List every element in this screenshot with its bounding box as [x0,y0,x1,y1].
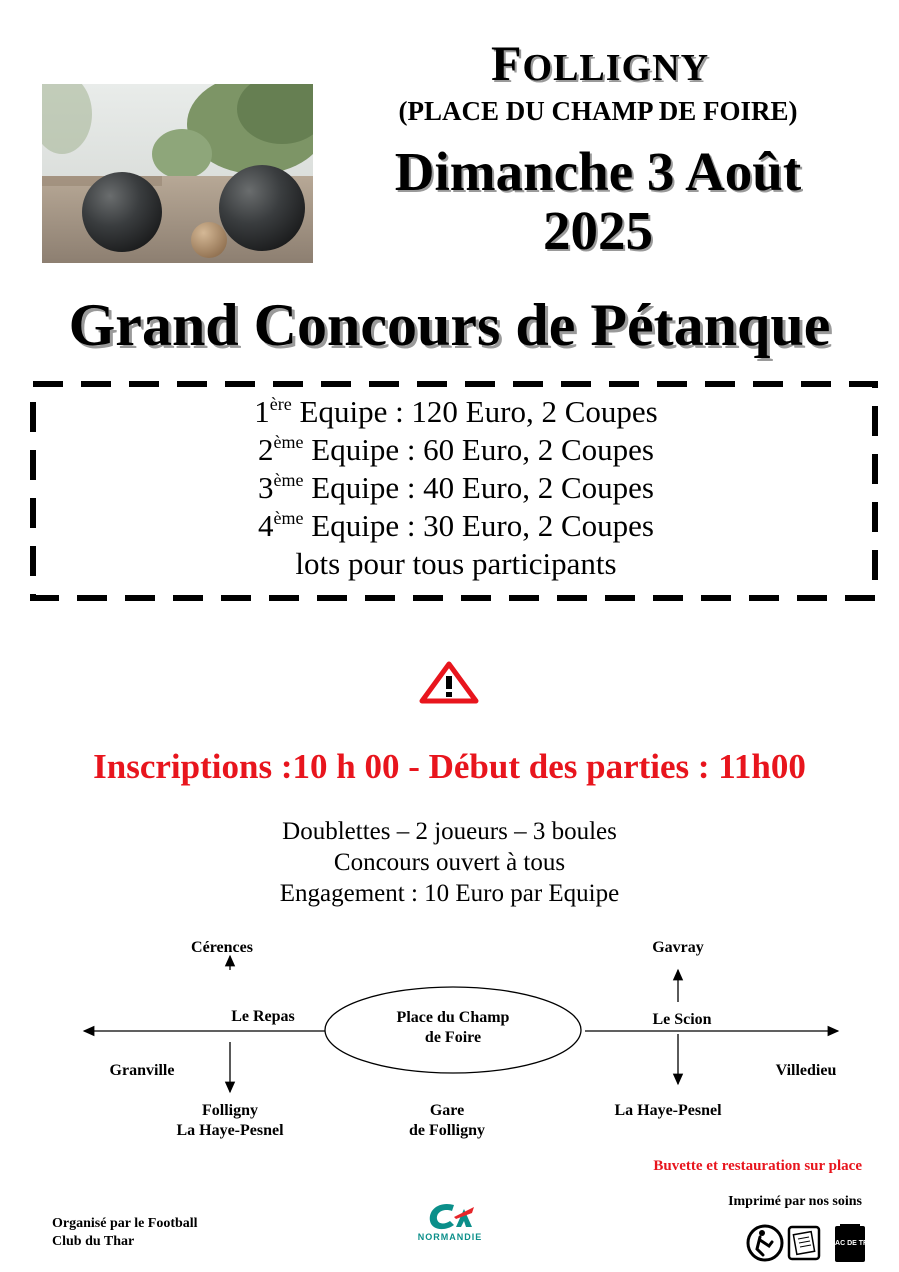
recycling-icons [745,1222,870,1264]
petanque-photo [42,84,313,263]
label-gavray: Gavray [652,939,704,956]
prize-footer: lots pour tous participants [295,546,617,581]
event-title: Grand Concours de Pétanque [68,292,831,358]
rule-line: Concours ouvert à tous [333,849,566,876]
date-line-1: Dimanche 3 Août [394,141,802,202]
prize-row: 4ème Equipe : 30 Euro, 2 Coupes [258,508,654,543]
town-name [370,35,830,91]
label-le-scion: Le Scion [632,1010,732,1030]
rules-block [0,816,899,909]
prize-row: 1ère Equipe : 120 Euro, 2 Coupes [254,394,658,429]
label-villedieu: Villedieu [775,1062,837,1079]
schedule-text: Inscriptions :10 h 00 - Début des parties : 11h00 [93,747,806,786]
label-folligny: Folligny La Haye-Pesnel [176,1102,284,1139]
rule-line: Engagement : 10 Euro par Equipe [279,880,620,907]
recycle-person-icon [748,1226,782,1260]
label-la-haye-pesnel: La Haye-Pesnel [614,1102,722,1119]
buvette-note: Buvette et restauration sur place [653,1158,862,1174]
town-initial: F [490,35,523,91]
prize-row: 3ème Equipe : 40 Euro, 2 Coupes [258,470,654,505]
label-le-repas: Le Repas [231,1008,295,1025]
date-line-2: 2025 [543,200,653,262]
label-granville: Granville [109,1062,175,1079]
town-rest: OLLIGNY [522,47,710,89]
prize-row: 2ème Equipe : 60 Euro, 2 Coupes [258,432,654,467]
bin-label: BAC DE TRI [829,1240,870,1247]
sponsor-name: NORMANDIE [417,1232,483,1242]
warning-icon [418,660,480,705]
printed-note: Imprimé par nos soins [728,1194,862,1209]
label-cerences: Cérences [191,939,253,956]
prize-list [30,393,882,583]
event-date [370,142,826,261]
rule-line: Doublettes – 2 joueurs – 3 boules [282,818,617,845]
organiser-note: Organisé par le Football Club du Thar [52,1216,198,1249]
paper-icon [789,1227,819,1259]
label-venue: Place du Champ de Foire [396,1009,510,1046]
venue-name: (PLACE DU CHAMP DE FOIRE) [398,96,798,126]
label-gare: Gare de Folligny [408,1102,485,1139]
